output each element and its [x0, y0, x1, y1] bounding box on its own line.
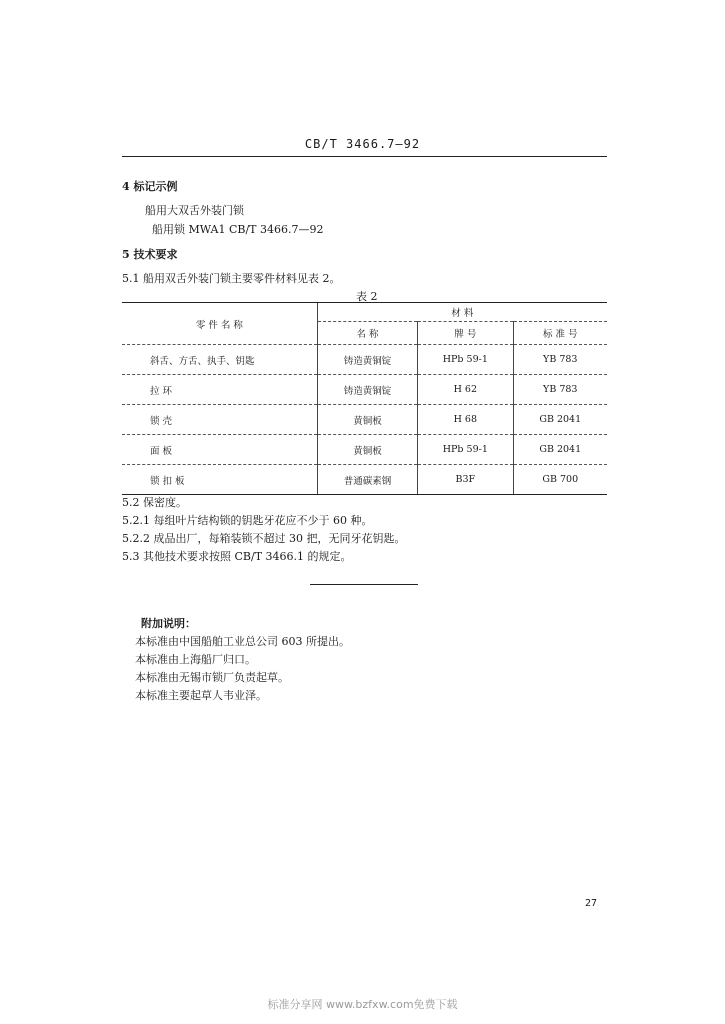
cell-material: 普通碳素钢 [317, 465, 417, 495]
section-4-title: 4 标记示例 [122, 180, 178, 193]
clause-5-1: 5.1 船用双舌外装门锁主要零件材料见表 2。 [122, 272, 341, 285]
header-rule [122, 156, 607, 157]
cell-standard: YB 783 [513, 345, 607, 375]
watermark: 标准分享网 www.bzfxw.com免费下载 [267, 998, 458, 1011]
cell-grade: B3F [418, 465, 513, 495]
notes-line-4: 本标准主要起草人韦业泽。 [135, 689, 267, 702]
cell-standard: GB 700 [513, 465, 607, 495]
cell-part: 面 板 [122, 435, 317, 465]
cell-grade: HPb 59-1 [418, 435, 513, 465]
table-row [122, 405, 607, 435]
clause-5-2: 5.2 保密度。 [122, 496, 187, 509]
col-part-name: 零 件 名 称 [122, 303, 317, 345]
col-grade: 牌 号 [418, 322, 513, 345]
marking-example-line-2: 船用锁 MWA1 CB/T 3466.7—92 [152, 223, 324, 236]
cell-standard: YB 783 [513, 375, 607, 405]
cell-part: 拉 环 [122, 375, 317, 405]
clause-5-3: 5.3 其他技术要求按照 CB/T 3466.1 的规定。 [122, 550, 352, 563]
notes-line-1: 本标准由中国船舶工业总公司 603 所提出。 [135, 635, 350, 648]
table-row [122, 375, 607, 405]
table-row [122, 435, 607, 465]
cell-part: 锁 扣 板 [122, 465, 317, 495]
notes-line-3: 本标准由无锡市锁厂负责起草。 [135, 671, 289, 684]
table-header-row [122, 303, 607, 322]
cell-part: 斜舌、方舌、执手、钥匙 [122, 345, 317, 375]
table-caption: 表 2 [356, 290, 378, 303]
table-row [122, 345, 607, 375]
standard-code-header: CB/T 3466.7—92 [304, 137, 421, 151]
cell-material: 黄铜板 [317, 405, 417, 435]
cell-material: 铸造黄铜锭 [317, 375, 417, 405]
notes-line-2: 本标准由上海船厂归口。 [135, 653, 256, 666]
cell-standard: GB 2041 [513, 405, 607, 435]
clause-5-2-1: 5.2.1 每组叶片结构锁的钥匙牙花应不少于 60 种。 [122, 514, 373, 527]
marking-example-line-1: 船用大双舌外装门锁 [145, 204, 244, 217]
cell-standard: GB 2041 [513, 435, 607, 465]
cell-material: 黄铜板 [317, 435, 417, 465]
page-number: 27 [585, 898, 598, 909]
cell-material: 铸造黄铜锭 [317, 345, 417, 375]
cell-grade: H 62 [418, 375, 513, 405]
notes-title: 附加说明： [141, 617, 196, 630]
table-row [122, 465, 607, 495]
cell-grade: HPb 59-1 [418, 345, 513, 375]
materials-table [122, 302, 607, 495]
section-5-title: 5 技术要求 [122, 248, 178, 261]
col-standard: 标 准 号 [513, 322, 607, 345]
cell-grade: H 68 [418, 405, 513, 435]
col-material: 材 料 [317, 303, 607, 322]
cell-part: 锁 壳 [122, 405, 317, 435]
col-material-name: 名 称 [317, 322, 417, 345]
clause-5-2-2: 5.2.2 成品出厂，每箱装锁不超过 30 把，无同牙花钥匙。 [122, 532, 406, 545]
end-rule [310, 584, 418, 585]
